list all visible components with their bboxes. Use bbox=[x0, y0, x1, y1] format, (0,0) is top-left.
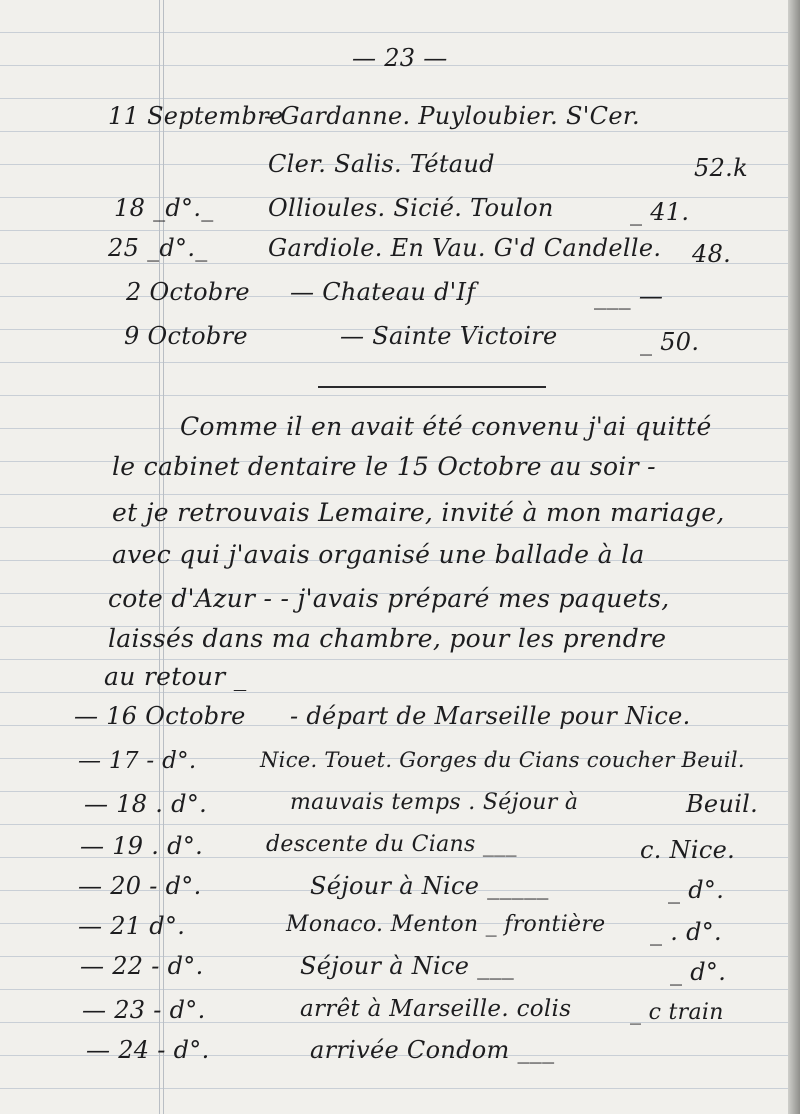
schedule-date: 2 Octobre bbox=[126, 278, 250, 306]
schedule-distance: _ 41. bbox=[630, 198, 690, 226]
paragraph-line: Comme il en avait été convenu j'ai quitté bbox=[180, 412, 712, 441]
schedule-date: 18 _d°._ bbox=[114, 194, 214, 222]
schedule-route: Gardiole. En Vau. G'd Candelle. bbox=[268, 234, 662, 262]
page-number: — 23 — bbox=[352, 44, 448, 72]
journey-day: — 21 d°. bbox=[78, 912, 186, 940]
journey-day: — 22 - d°. bbox=[80, 952, 204, 980]
journey-right: _ d°. bbox=[668, 876, 725, 904]
journey-day: — 20 - d°. bbox=[78, 872, 202, 900]
journey-right: _ c train bbox=[630, 1000, 724, 1025]
journey-day: — 16 Octobre bbox=[74, 702, 246, 730]
schedule-route: Cler. Salis. Tétaud bbox=[268, 150, 495, 178]
schedule-distance: 52.k bbox=[694, 154, 748, 182]
schedule-distance: _ 50. bbox=[640, 328, 700, 356]
journey-day: — 19 . d°. bbox=[80, 832, 204, 860]
schedule-route: — Chateau d'If bbox=[290, 278, 476, 306]
journey-text: Séjour à Nice ___ bbox=[300, 952, 515, 980]
paragraph-line: cote d'Azur - - j'avais préparé mes paquets, bbox=[108, 584, 670, 613]
schedule-route: — Sainte Victoire bbox=[340, 322, 558, 350]
journey-text: arrêt à Marseille. colis bbox=[300, 996, 572, 1022]
journey-day: — 18 . d°. bbox=[84, 790, 208, 818]
paragraph-line: le cabinet dentaire le 15 Octobre au soir - bbox=[112, 452, 656, 481]
journey-text: Monaco. Menton _ frontière bbox=[286, 912, 606, 937]
schedule-route: - Gardanne. Puyloubier. S'Cer. bbox=[264, 102, 640, 130]
schedule-date: 9 Octobre bbox=[124, 322, 248, 350]
schedule-distance: 48. bbox=[692, 240, 732, 268]
schedule-date: 11 Septembre bbox=[108, 102, 284, 130]
journey-text: Nice. Touet. Gorges du Cians coucher Beuil. bbox=[260, 748, 745, 772]
schedule-distance: ___ — bbox=[594, 282, 664, 310]
journey-text: mauvais temps . Séjour à bbox=[290, 790, 579, 815]
journey-right: _ . d°. bbox=[650, 918, 722, 946]
paragraph-line: avec qui j'avais organisé une ballade à la bbox=[112, 540, 645, 569]
journey-text: Séjour à Nice _____ bbox=[310, 872, 549, 900]
journey-text: - départ de Marseille pour Nice. bbox=[290, 702, 691, 730]
paragraph-line: au retour _ bbox=[104, 662, 247, 691]
journey-text: descente du Cians ___ bbox=[266, 832, 517, 857]
schedule-date: 25 _d°._ bbox=[108, 234, 208, 262]
paragraph-line: et je retrouvais Lemaire, invité à mon mariage, bbox=[112, 498, 725, 527]
journey-right: c. Nice. bbox=[640, 836, 736, 864]
page-edge-shadow bbox=[788, 0, 800, 1114]
section-divider bbox=[318, 386, 546, 388]
journey-day: — 23 - d°. bbox=[82, 996, 206, 1024]
journey-right: Beuil. bbox=[686, 790, 759, 818]
schedule-route: Ollioules. Sicié. Toulon bbox=[268, 194, 554, 222]
journey-text: arrivée Condom ___ bbox=[310, 1036, 555, 1064]
paragraph-line: laissés dans ma chambre, pour les prendre bbox=[108, 624, 667, 653]
journey-day: — 24 - d°. bbox=[86, 1036, 210, 1064]
journey-day: — 17 - d°. bbox=[78, 748, 197, 774]
journey-right: _ d°. bbox=[670, 958, 727, 986]
